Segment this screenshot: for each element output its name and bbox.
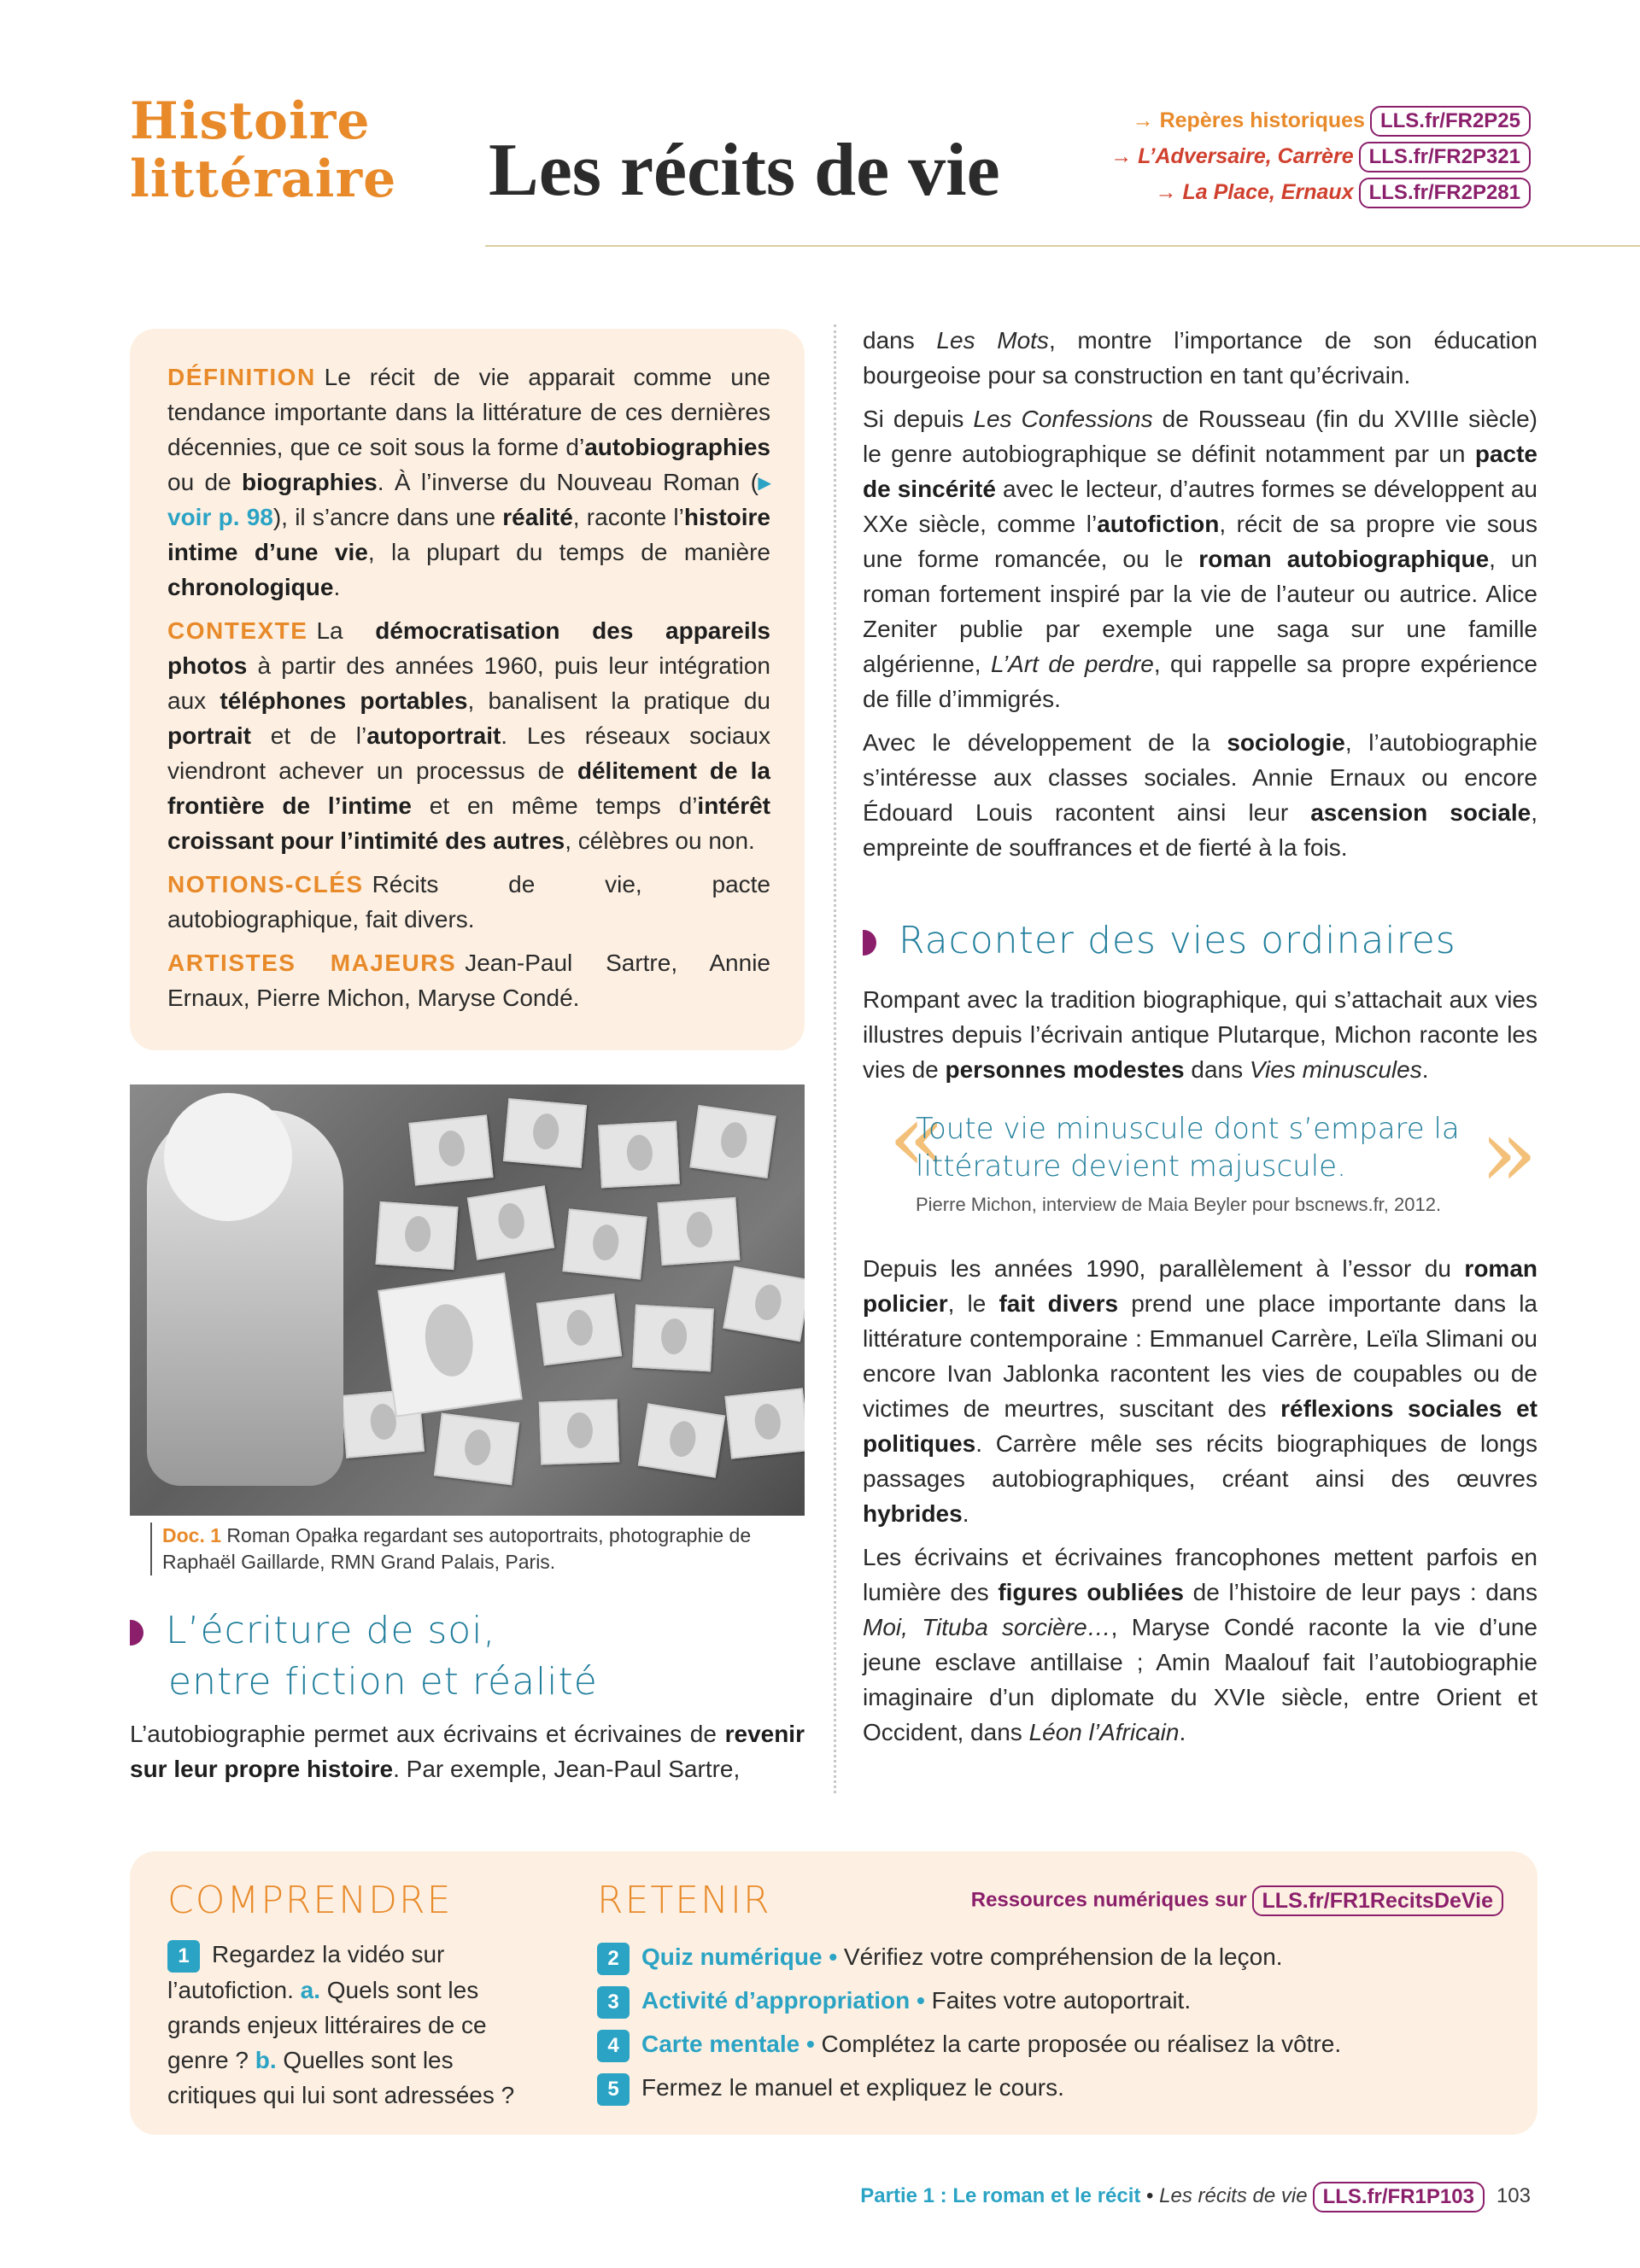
heading-text: Raconter des vies ordinaires <box>899 919 1456 962</box>
footer-link[interactable]: LLS.fr/FR1P103 <box>1313 2182 1485 2212</box>
quote-michon <box>888 1083 1538 1216</box>
question-1 <box>167 1937 543 2113</box>
right-column-top <box>863 323 1538 874</box>
text: L’autobiographie permet aux écrivains et écrivaines de <box>130 1721 725 1747</box>
link-label: Repères historiques <box>1159 108 1365 132</box>
text: ou de <box>167 469 243 495</box>
item-number: 2 <box>597 1943 630 1975</box>
see-page-link[interactable]: ▸ voir p. 98 <box>167 469 770 530</box>
text: , Maryse Condé raconte la vie d’une jeune esclave antillaise ; Amin Maalouf fait l’autobiographie imaginaire d’un diplomate du XVIe siècle, entre Orient et Occident, dans <box>863 1614 1538 1745</box>
text: , le <box>947 1290 999 1317</box>
question-number: 1 <box>167 1940 200 1973</box>
book-title: Moi, Tituba sorcière… <box>863 1614 1111 1640</box>
paragraph <box>863 1540 1538 1750</box>
right-column-mid <box>863 982 1538 1096</box>
page-number: 103 <box>1496 2184 1531 2207</box>
text: ), il s’ancre dans une <box>272 504 503 530</box>
resources-link[interactable]: LLS.fr/FR1RecitsDeVie <box>1252 1885 1503 1916</box>
keyword: intérêt croissant pour l’intimité des autres <box>167 792 770 854</box>
artistes-paragraph <box>167 945 770 1015</box>
quote-text: Toute vie minuscule dont s’empare la littérature devient majuscule. <box>916 1112 1460 1184</box>
notions-paragraph <box>167 867 770 937</box>
text: , montre l’importance de son éducation bourgeoise pour sa construction en tant qu’écrivain. <box>863 327 1538 389</box>
sub-question-marker: b. <box>255 2046 277 2073</box>
keyword: portrait <box>167 722 251 749</box>
column-divider <box>834 324 836 1793</box>
keyword: biographies <box>242 469 378 495</box>
text: , un roman fortement inspiré par la vie de l’auteur ou autrice. Alice Zeniter publie par exemple une saga sur une famille algérienne, <box>863 546 1538 677</box>
comprendre-retenir-box <box>130 1851 1538 2135</box>
book-title: L’Art de perdre <box>990 651 1154 677</box>
text: Depuis les années 1990, parallèlement à l’essor du <box>863 1255 1465 1282</box>
quote-source: Pierre Michon, interview de Maia Beyler pour bscnews.fr, 2012. <box>916 1194 1442 1215</box>
keyword: téléphones portables <box>220 687 468 714</box>
link-code[interactable]: LLS.fr/FR2P281 <box>1359 178 1531 208</box>
link-code[interactable]: LLS.fr/FR2P321 <box>1359 142 1531 172</box>
definition-label: DÉFINITION <box>167 364 316 390</box>
right-column-bottom <box>863 1251 1538 1758</box>
retenir-item-quiz[interactable] <box>597 1935 1502 1979</box>
text: , raconte l’ <box>572 504 684 530</box>
text: Quelles sont les critiques qui lui sont adressées ? <box>167 2046 515 2108</box>
keyword: personnes modestes <box>945 1056 1185 1083</box>
item-text: Complétez la carte proposée ou réalisez la vôtre. <box>814 2031 1342 2057</box>
paragraph <box>863 401 1538 716</box>
retenir-list <box>597 1935 1502 2109</box>
text: dans <box>1184 1056 1250 1083</box>
keyword: pacte de sincérité <box>863 441 1538 502</box>
photo-caption <box>150 1523 800 1575</box>
section-tag-line1: Histoire <box>130 91 371 151</box>
keyword: réalité <box>502 504 573 530</box>
section-tag <box>130 92 396 208</box>
keyword: réflexions sociales et politiques <box>863 1395 1538 1457</box>
caption-label: Doc. 1 <box>162 1524 222 1546</box>
comprendre-heading: COMPRENDRE <box>167 1879 453 1922</box>
keyword: délitement de la frontière de l’intime <box>167 757 770 819</box>
link-code[interactable]: LLS.fr/FR2P25 <box>1370 106 1531 137</box>
header-divider <box>485 245 1640 247</box>
keyword: démocratisation des appareils photos <box>167 617 770 679</box>
keyword: figures oubliées <box>998 1579 1184 1605</box>
item-title: Quiz numérique • <box>641 1944 838 1970</box>
link-label: L’Adversaire, Carrère <box>1138 144 1354 168</box>
text: . <box>962 1500 969 1527</box>
link-label: La Place, Ernaux <box>1182 180 1354 204</box>
keyword: roman autobiographique <box>1198 546 1490 572</box>
keyword: hybrides <box>863 1500 963 1527</box>
text: et en même temps d’ <box>411 792 698 819</box>
item-number: 4 <box>597 2030 630 2062</box>
text: Le récit de vie apparait comme une tendance importante dans la littérature de ces dernières décennies, que ce soit sous la forme d’ <box>167 364 770 460</box>
arrow-icon: → <box>1155 180 1177 204</box>
text: Rompant avec la tradition biographique, qui s’attachait aux vies illustres depuis l’écrivain antique Plutarque, Michon raconte les vies de <box>863 986 1538 1083</box>
heading-line: L’écriture de soi, <box>166 1609 496 1652</box>
keyword: chronologique <box>167 574 334 600</box>
text: de l’histoire de leur pays : dans <box>1183 1579 1538 1605</box>
text: . <box>1421 1056 1429 1083</box>
text: . Par exemple, Jean-Paul Sartre, <box>393 1756 741 1782</box>
paragraph <box>863 725 1538 865</box>
text: Récits de vie, pacte autobiographique, fait divers. <box>167 871 770 932</box>
text: Regardez la vidéo sur l’autofiction. <box>167 1941 445 2003</box>
text: dans <box>863 327 937 354</box>
quote-open-icon: « <box>888 1083 946 1192</box>
book-title: Les Confessions <box>973 406 1153 432</box>
retenir-item-activite[interactable] <box>597 1979 1502 2022</box>
text: avec le lecteur, d’autres formes se développent au XXe siècle, comme l’ <box>863 476 1538 537</box>
text: . <box>333 574 341 600</box>
text: , célèbres ou non. <box>565 827 755 854</box>
text: . À l’inverse du Nouveau Roman ( <box>377 469 758 495</box>
contexte-paragraph <box>167 613 770 858</box>
artistes-label: ARTISTES MAJEURS <box>167 950 457 976</box>
text: de Rousseau (fin du XVIIIe siècle) le genre autobiographique se définit notamment par un <box>863 406 1538 467</box>
link-reperes-historiques[interactable] <box>1052 102 1531 138</box>
text: Les écrivains et écrivaines francophones mettent parfois en lumière des <box>863 1544 1538 1605</box>
retenir-heading: RETENIR <box>597 1879 771 1922</box>
text: , banalisent la pratique du <box>467 687 770 714</box>
text: Avec le développement de la <box>863 729 1227 756</box>
resources-label: Ressources numériques sur <box>970 1888 1247 1912</box>
heading-ecriture-de-soi <box>130 1605 598 1708</box>
book-title: Vies minuscules <box>1249 1056 1422 1083</box>
item-text: Vérifiez votre compréhension de la leçon. <box>837 1944 1283 1970</box>
keyword: roman policier <box>863 1255 1538 1317</box>
quote-close-icon: » <box>1479 1098 1538 1207</box>
contexte-label: CONTEXTE <box>167 617 308 644</box>
footer-separator: • <box>1140 2184 1160 2207</box>
text: Si depuis <box>863 406 974 432</box>
digital-resources <box>971 1885 1503 1916</box>
arrow-icon: → <box>1132 108 1154 132</box>
text: , l’autobiographie s’intéresse aux classes sociales. Annie Ernaux ou encore Édouard Louis racontent ainsi leur <box>863 729 1538 826</box>
text: à partir des années 1960, puis leur intégration aux <box>167 652 770 714</box>
item-text: Fermez le manuel et expliquez le cours. <box>641 2074 1064 2101</box>
photo-opalka <box>130 1084 805 1516</box>
text: . <box>1179 1719 1186 1745</box>
paragraph <box>863 982 1538 1087</box>
heading-vies-ordinaires <box>863 915 1456 967</box>
paragraph <box>130 1716 805 1786</box>
keyword: autobiographies <box>584 434 770 460</box>
keyword: revenir sur leur propre histoire <box>130 1721 805 1782</box>
header-links <box>1052 102 1531 210</box>
keyword: histoire intime d’une vie <box>167 504 771 565</box>
page-footer <box>860 2179 1531 2213</box>
text: , empreinte de souffrances et de fierté à la fois. <box>863 799 1538 861</box>
section-tag-line2: littéraire <box>130 149 397 209</box>
page-title: Les récits de vie <box>489 129 1000 212</box>
link-la-place[interactable] <box>1052 174 1531 210</box>
item-title: Activité d’appropriation • <box>641 1987 925 2014</box>
item-number: 3 <box>597 1986 630 2019</box>
text: Jean-Paul Sartre, Annie Ernaux, Pierre Michon, Maryse Condé. <box>167 950 770 1011</box>
notions-label: NOTIONS-CLÉS <box>167 871 364 897</box>
paragraph <box>863 1251 1538 1531</box>
text: La <box>316 617 376 644</box>
heading-line: entre fiction et réalité <box>168 1660 598 1704</box>
footer-part: Partie 1 : Le roman et le récit <box>860 2184 1141 2207</box>
item-title: Carte mentale • <box>641 2031 815 2057</box>
book-title: Les Mots <box>936 327 1049 354</box>
retenir-item-fermez <box>597 2066 1502 2109</box>
paragraph <box>863 323 1538 393</box>
definition-paragraph <box>167 359 770 605</box>
keyword: sociologie <box>1227 729 1345 756</box>
text: . Les réseaux sociaux viendront achever un processus de <box>167 722 771 784</box>
keyword: autofiction <box>1097 511 1220 537</box>
item-text: Faites votre autoportrait. <box>924 1987 1192 2014</box>
left-body <box>130 1716 805 1795</box>
item-number: 5 <box>597 2073 630 2106</box>
text: . Carrère mêle ses récits biographiques de longs passages autobiographiques, créant ainsi des œuvres <box>863 1430 1538 1492</box>
text: , la plupart du temps de manière <box>367 539 770 565</box>
definition-box <box>130 329 805 1050</box>
text: Quels sont les grands enjeux littéraires de ce genre ? <box>167 1976 487 2073</box>
arrow-icon: → <box>1110 144 1133 168</box>
keyword: autoportrait <box>366 722 501 749</box>
keyword: fait divers <box>999 1290 1119 1317</box>
caption-text: Roman Opałka regardant ses autoportraits, photographie de Raphaël Gaillarde, RMN Grand Palais, Paris. <box>162 1524 752 1573</box>
text: et de l’ <box>251 722 367 749</box>
text: , récit de sa propre vie sous une forme romancée, ou le <box>863 511 1538 572</box>
sub-question-marker: a. <box>300 1976 320 2003</box>
retenir-item-carte[interactable] <box>597 2022 1502 2066</box>
text: , qui rappelle sa propre expérience de fille d’immigrés. <box>863 651 1538 712</box>
footer-chapter: Les récits de vie <box>1159 2184 1308 2207</box>
keyword: ascension sociale <box>1310 799 1532 826</box>
bullet-icon <box>863 930 876 956</box>
bullet-icon <box>130 1620 144 1645</box>
book-title: Léon l’Africain <box>1028 1719 1180 1745</box>
text: prend une place importante dans la littérature contemporaine : Emmanuel Carrère, Leïla Slimani ou encore Ivan Jablonka racontent les vies de coupables ou de victimes de meurtres, suscitant des <box>863 1290 1538 1422</box>
link-adversaire[interactable] <box>1052 138 1531 174</box>
